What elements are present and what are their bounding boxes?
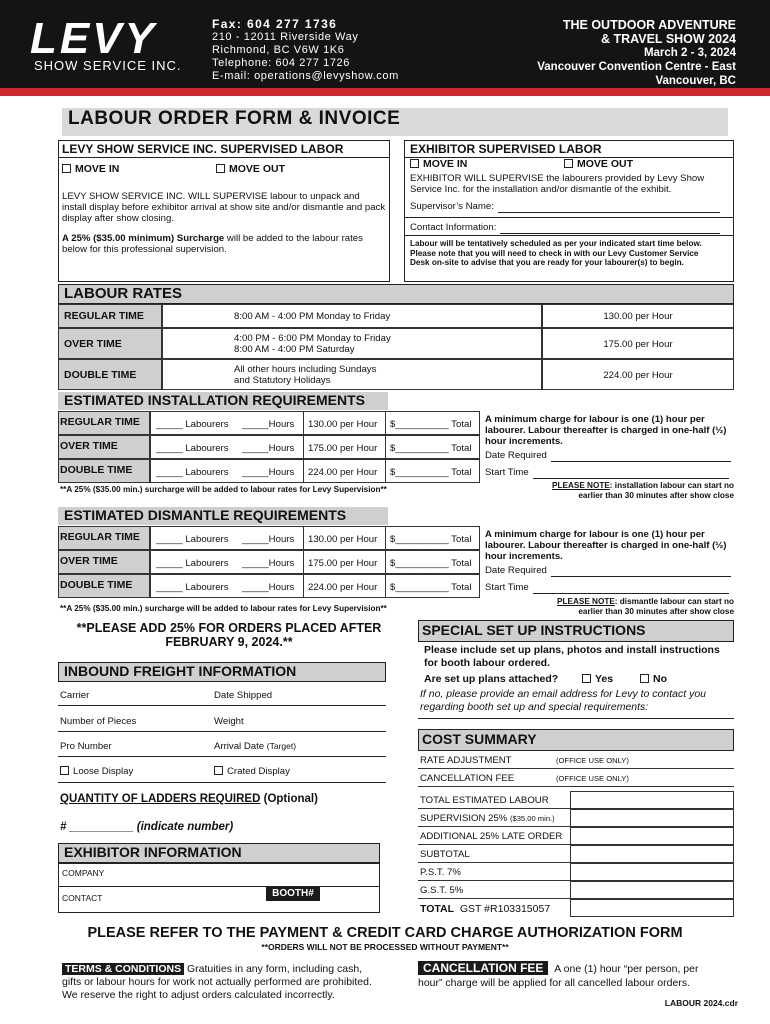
hours-field[interactable]: _____Hours: [242, 467, 295, 478]
total-label: [420, 903, 550, 915]
levy-move-out-option[interactable]: [216, 163, 285, 175]
telephone: Telephone: 604 277 1726: [212, 57, 350, 69]
supervisor-label: Supervisor’s Name:: [410, 201, 494, 212]
cost-heading: COST SUMMARY: [422, 731, 537, 747]
contact-label: Contact Information:: [410, 222, 497, 233]
cost-value-field[interactable]: [570, 791, 734, 809]
labourers-field[interactable]: _____ Labourers: [156, 467, 229, 478]
rate-value: 175.00 per Hour: [603, 338, 673, 350]
plans-question: Are set up plans attached?: [424, 673, 559, 685]
terms-block: [62, 963, 402, 1002]
exhibitor-info-heading: EXHIBITOR INFORMATION: [64, 844, 242, 860]
pieces-label: Number of Pieces: [60, 716, 137, 727]
special-heading: SPECIAL SET UP INSTRUCTIONS: [422, 622, 646, 638]
exhibitor-info-box: [58, 863, 380, 913]
cost-row-label: [420, 831, 562, 842]
note-text: : dismantle labour can start no earlier than 30 minutes after show close: [578, 597, 734, 616]
cost-label-text: TOTAL ESTIMATED LABOUR: [420, 795, 549, 806]
cost-row: [418, 863, 570, 881]
date-label: Date Required: [485, 450, 547, 461]
ladders-optional: (Optional): [260, 793, 318, 805]
requirement-row: [58, 459, 480, 483]
ladders-title: QUANTITY OF LADDERS REQUIRED: [60, 793, 261, 805]
requirement-row: [58, 526, 480, 550]
dismantle-surcharge: **A 25% ($35.00 min.) surcharge will be added to labour rates for Levy Supervision**: [60, 604, 387, 613]
email-line[interactable]: [418, 718, 734, 719]
inbound-heading: INBOUND FREIGHT INFORMATION: [64, 663, 297, 679]
req-rate: 130.00 per Hour: [308, 534, 378, 545]
contact-info-field[interactable]: [410, 222, 720, 234]
crated-display-option[interactable]: [214, 766, 290, 777]
dismantle-min-charge: A minimum charge for labour is one (1) hour per labourer. Labour thereafter is charged in one-half (½) hour increments.: [485, 529, 727, 562]
req-name: REGULAR TIME: [60, 531, 140, 543]
divider: [303, 411, 304, 435]
ladders-quantity-field[interactable]: # __________ (indicate number): [60, 821, 234, 833]
labourers-field[interactable]: _____ Labourers: [156, 582, 229, 593]
option-label: MOVE IN: [75, 163, 120, 175]
divider: [385, 411, 386, 435]
exhibitor-move-out-option[interactable]: [564, 158, 633, 170]
date-line[interactable]: [551, 565, 731, 577]
req-rate: 130.00 per Hour: [308, 419, 378, 430]
plans-yes-option[interactable]: [582, 673, 613, 685]
contact-block: [212, 18, 399, 83]
divider: [385, 550, 386, 574]
email: E-mail: operations@levyshow.com: [212, 70, 399, 82]
req-name: OVER TIME: [60, 440, 118, 452]
cancellation-fee-label: CANCELLATION FEE: [420, 773, 515, 784]
requirement-row: [58, 550, 480, 574]
divider: [303, 435, 304, 459]
levy-supervised-heading: LEVY SHOW SERVICE INC. SUPERVISED LABOR: [62, 142, 344, 156]
start-label: Start Time: [485, 467, 529, 478]
hours-field[interactable]: _____Hours: [242, 419, 295, 430]
total-field[interactable]: $__________ Total: [390, 419, 472, 430]
checkbox[interactable]: [564, 159, 573, 168]
address-line-2: Richmond, BC V6W 1K6: [212, 44, 345, 56]
labourers-field[interactable]: _____ Labourers: [156, 534, 229, 545]
loose-display-option[interactable]: [60, 766, 133, 777]
divider: [58, 157, 390, 158]
cost-value-field[interactable]: [570, 881, 734, 899]
ladders-heading: [60, 793, 318, 805]
rate-adjustment-row: [418, 751, 734, 769]
divider: [385, 459, 386, 483]
exhibitor-move-in-option[interactable]: [410, 158, 467, 170]
total-field[interactable]: $__________ Total: [390, 443, 472, 454]
cost-value-field[interactable]: [570, 845, 734, 863]
checkbox[interactable]: [214, 766, 223, 775]
option-label: MOVE IN: [423, 158, 468, 170]
installation-date-required[interactable]: [485, 450, 731, 462]
divider: [303, 574, 304, 598]
cost-row-label: [420, 813, 555, 824]
installation-note: [552, 481, 734, 501]
checkbox[interactable]: [62, 164, 71, 173]
date-line[interactable]: [551, 450, 731, 462]
note-label: PLEASE NOTE: [557, 597, 615, 606]
surcharge-bold: A 25% ($35.00 minimum) Surcharge: [62, 233, 225, 244]
req-rate: 175.00 per Hour: [308, 443, 378, 454]
rate-hours: 4:00 PM - 6:00 PM Monday to Friday 8:00 AM - 4:00 PM Saturday: [234, 332, 391, 355]
dismantle-table: [58, 526, 480, 598]
req-name: DOUBLE TIME: [60, 464, 133, 476]
checkbox[interactable]: [640, 674, 649, 683]
document-id: LABOUR 2024.cdr: [664, 998, 738, 1008]
company-label: COMPANY: [62, 868, 105, 878]
cost-label-text: ADDITIONAL 25% LATE ORDER: [420, 831, 563, 842]
installation-table: [58, 411, 480, 483]
red-divider: [0, 88, 770, 96]
rate-adjustment-label: RATE ADJUSTMENT: [420, 755, 512, 766]
divider: [385, 526, 386, 550]
requirement-row: [58, 435, 480, 459]
cost-value-field[interactable]: [570, 827, 734, 845]
payment-refer: PLEASE REFER TO THE PAYMENT & CREDIT CARD CHARGE AUTHORIZATION FORM: [87, 925, 683, 941]
dismantle-date-required[interactable]: [485, 565, 731, 577]
surcharge-text: will be added to the labour rates below for this professional supervision.: [62, 233, 363, 255]
exhibitor-supervised-heading: EXHIBITOR SUPERVISED LABOR: [410, 142, 602, 156]
exhibitor-supervised-text: EXHIBITOR WILL SUPERVISE the labourers provided by Levy Show Service Inc. for the installation and/or dismantle of the exhibit.: [410, 173, 705, 195]
checkbox[interactable]: [582, 674, 591, 683]
cancellation-text-2: hour” charge will be applied for all cancelled labour orders.: [418, 977, 690, 989]
cost-row: [418, 827, 570, 845]
dismantle-note: [546, 597, 734, 617]
cost-row-label: [420, 849, 470, 860]
req-name: DOUBLE TIME: [60, 579, 133, 591]
special-text: Please include set up plans, photos and install instructions for booth labour ordered.: [424, 644, 720, 669]
labour-rates-table: [58, 304, 734, 390]
labourers-field[interactable]: _____ Labourers: [156, 443, 229, 454]
special-email-note: If no, please provide an email address for Levy to contact you regarding booth set up and special requirements:: [420, 688, 706, 713]
contact-label: CONTACT: [62, 893, 103, 903]
cancellation-block: [418, 961, 738, 990]
arrival-text: Arrival Date: [214, 741, 265, 752]
cost-label-text: G.S.T. 5%: [420, 885, 464, 896]
cancellation-text-1: A one (1) hour “per person, per: [554, 963, 699, 975]
total-value-field[interactable]: [570, 899, 734, 917]
late-order-notice: **PLEASE ADD 25% FOR ORDERS PLACED AFTER FEBRUARY 9, 2024.**: [76, 621, 382, 649]
plans-no-option[interactable]: [640, 673, 667, 685]
payment-required: **ORDERS WILL NOT BE PROCESSED WITHOUT PAYMENT**: [261, 942, 509, 952]
cost-row: [418, 809, 570, 827]
cost-row: [418, 881, 570, 899]
note-text: : installation labour can start no earlier than 30 minutes after show close: [578, 481, 734, 500]
option-label: Crated Display: [227, 766, 290, 777]
option-label: Loose Display: [73, 766, 134, 777]
cost-value-field[interactable]: [570, 809, 734, 827]
divider: [404, 217, 734, 218]
terms-text-2: gifts or labour hours for work not actually performed are prohibited.: [62, 976, 372, 988]
rate-name: DOUBLE TIME: [64, 368, 137, 381]
req-rate: 175.00 per Hour: [308, 558, 378, 569]
carrier-line[interactable]: [58, 705, 386, 706]
option-label: MOVE OUT: [229, 163, 286, 175]
pieces-line[interactable]: [58, 731, 386, 732]
date-label: Date Required: [485, 565, 547, 576]
total-field[interactable]: $__________ Total: [390, 534, 472, 545]
rate-value: 224.00 per Hour: [603, 369, 673, 381]
divider: [404, 235, 734, 236]
logo-subtitle: SHOW SERVICE INC.: [34, 58, 182, 73]
divider: [303, 526, 304, 550]
cost-row: [418, 791, 570, 809]
contact-line[interactable]: [500, 222, 720, 234]
installation-heading: ESTIMATED INSTALLATION REQUIREMENTS: [64, 392, 365, 408]
cost-value-field[interactable]: [570, 863, 734, 881]
req-name: REGULAR TIME: [60, 416, 140, 428]
rate-name: REGULAR TIME: [64, 310, 144, 322]
booth-label: BOOTH#: [266, 887, 320, 901]
total-row: [418, 899, 570, 917]
gst-number: GST #R103315057: [459, 903, 551, 915]
hours-field[interactable]: _____Hours: [242, 558, 295, 569]
option-label: No: [653, 673, 667, 685]
dismantle-start-time[interactable]: [485, 582, 729, 594]
checkbox[interactable]: [216, 164, 225, 173]
rate-value: 130.00 per Hour: [603, 311, 673, 322]
event-venue: Vancouver Convention Centre - East: [537, 61, 736, 73]
arrival-target: (Target): [266, 741, 297, 751]
labour-rates-heading: LABOUR RATES: [64, 285, 183, 302]
rate-hours: 8:00 AM - 4:00 PM Monday to Friday: [234, 311, 391, 322]
exhibitor-note: Labour will be tentatively scheduled as per your indicated start time below. Please note that you will need to check in with our Levy Customer Service Desk on-site to advise that you are ready for your labourer(s) to begin.: [410, 239, 702, 268]
option-label: MOVE OUT: [577, 158, 634, 170]
terms-label: TERMS & CONDITIONS: [62, 963, 184, 975]
start-line[interactable]: [533, 467, 729, 479]
req-rate: 224.00 per Hour: [308, 467, 378, 478]
cost-row-label: [420, 795, 549, 806]
req-name: OVER TIME: [60, 555, 118, 567]
cost-label-text: SUPERVISION 25%: [420, 813, 510, 824]
divider: [58, 886, 380, 887]
supervisor-line[interactable]: [498, 201, 720, 213]
cost-row: [418, 845, 570, 863]
event-city: Vancouver, BC: [655, 75, 736, 87]
start-line[interactable]: [533, 582, 729, 594]
levy-surcharge-note: [62, 233, 382, 255]
req-rate: 224.00 per Hour: [308, 582, 378, 593]
checkbox[interactable]: [410, 159, 419, 168]
levy-supervised-text: LEVY SHOW SERVICE INC. WILL SUPERVISE labour to unpack and install display before exhibitor arrival at show site and/or dismantle and pack display after show closing.: [62, 191, 386, 224]
cancellation-label: CANCELLATION FEE: [418, 961, 548, 975]
option-label: Yes: [595, 673, 614, 685]
labourers-field[interactable]: _____ Labourers: [156, 558, 229, 569]
total-field[interactable]: $__________ Total: [390, 582, 472, 593]
pro-number-label: Pro Number: [60, 741, 112, 752]
office-use-label: (OFFICE USE ONLY): [556, 756, 629, 765]
cost-label-text: P.S.T. 7%: [420, 867, 461, 878]
levy-move-in-option[interactable]: [62, 163, 119, 175]
divider: [58, 782, 386, 783]
requirement-row: [58, 411, 480, 435]
total-field[interactable]: $__________ Total: [390, 558, 472, 569]
weight-label: Weight: [214, 716, 244, 727]
address-line-1: 210 - 12011 Riverside Way: [212, 31, 359, 43]
divider: [385, 574, 386, 598]
levy-logo: LEVY: [30, 14, 157, 63]
checkbox[interactable]: [60, 766, 69, 775]
supervision-min: ($35.00 min.): [509, 814, 555, 823]
rate-name: OVER TIME: [64, 337, 122, 350]
event-block: [537, 18, 736, 88]
supervisor-name-field[interactable]: [410, 201, 720, 213]
terms-text-3: We reserve the right to adjust orders calculated incorrectly.: [62, 989, 335, 1001]
divider: [385, 435, 386, 459]
total-field[interactable]: $__________ Total: [390, 467, 472, 478]
requirement-row: [58, 574, 480, 598]
terms-text-1: Gratuities in any form, including cash,: [184, 963, 363, 975]
installation-min-charge: A minimum charge for labour is one (1) hour per labourer. Labour thereafter is charged in one-half (½) hour increments.: [485, 414, 727, 447]
rate-hours: All other hours including Sundays and Statutory Holidays: [234, 363, 377, 386]
divider: [303, 550, 304, 574]
note-label: PLEASE NOTE: [552, 481, 610, 490]
arrival-date-label: [214, 741, 296, 752]
rate-row: [58, 359, 734, 390]
cost-row-label: [420, 885, 463, 896]
page-title: LABOUR ORDER FORM & INVOICE: [68, 108, 401, 129]
installation-surcharge: **A 25% ($35.00 min.) surcharge will be added to labour rates for Levy Supervision**: [60, 485, 387, 494]
cancellation-fee-row: [418, 769, 734, 787]
office-use-label: (OFFICE USE ONLY): [556, 774, 629, 783]
hours-field[interactable]: _____Hours: [242, 582, 295, 593]
divider: [303, 459, 304, 483]
event-name-2: & TRAVEL SHOW 2024: [601, 32, 736, 46]
labourers-field[interactable]: _____ Labourers: [156, 419, 229, 430]
event-name-1: THE OUTDOOR ADVENTURE: [562, 18, 736, 32]
rate-row: [58, 304, 734, 328]
event-dates: March 2 - 3, 2024: [643, 47, 736, 59]
start-label: Start Time: [485, 582, 529, 593]
cost-label-text: SUBTOTAL: [420, 849, 470, 860]
dismantle-heading: ESTIMATED DISMANTLE REQUIREMENTS: [64, 507, 347, 523]
date-shipped-label: Date Shipped: [214, 690, 273, 701]
carrier-label: Carrier: [60, 690, 90, 701]
hours-field[interactable]: _____Hours: [242, 443, 295, 454]
installation-start-time[interactable]: [485, 467, 729, 479]
hours-field[interactable]: _____Hours: [242, 534, 295, 545]
fax-number: Fax: 604 277 1736: [212, 17, 338, 31]
pro-line[interactable]: [58, 756, 386, 757]
rate-row: [58, 328, 734, 359]
total-text: TOTAL: [420, 903, 455, 915]
cost-row-label: [420, 867, 461, 878]
